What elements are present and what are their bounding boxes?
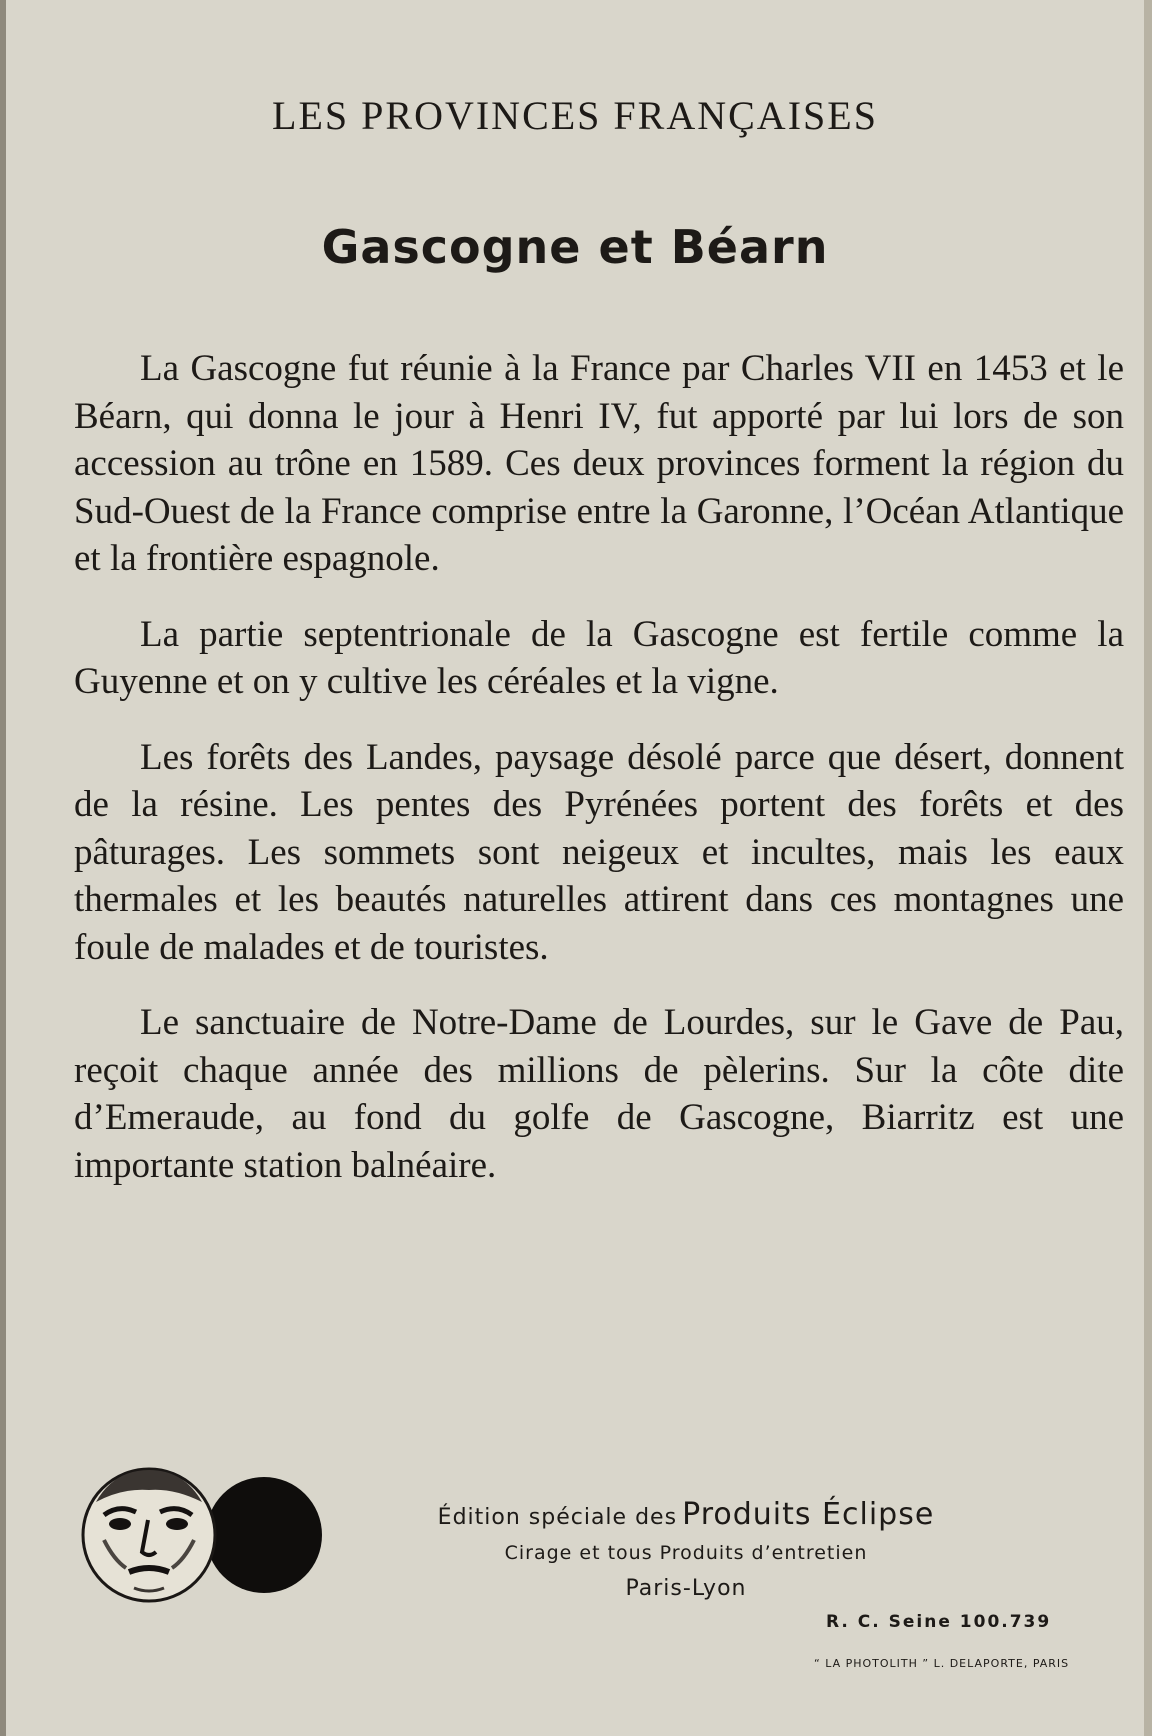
page-title: Gascogne et Béarn <box>321 220 829 274</box>
brand-tagline: Cirage et tous Produits d’entretien <box>504 1542 868 1564</box>
brand-city: Paris-Lyon <box>625 1576 747 1601</box>
paragraph-history: La Gascogne fut réunie à la France par Charles VII en 1453 et le Béarn, qui donna le jour à Henri IV, fut apporté par lui lors de son accession au trône en 1589. Ces deux provinces forment la région du Sud-Ouest de la France comprise entre la Garonne, l’Océan Atlantique et la frontière espagnole. <box>74 348 1124 579</box>
brand-name: Produits Éclipse <box>682 1497 935 1532</box>
paragraph-lourdes-biarritz: Le sanctuaire de Notre-Dame de Lourdes, sur le Gave de Pau, reçoit chaque année des millions de pèlerins. Sur la côte dite d’Emeraude, au fond du golfe de Gascogne, Biarritz est une importante station balnéaire. <box>74 1002 1124 1186</box>
paragraph-landscape: Les forêts des Landes, paysage désolé parce que désert, donnent de la résine. Les pentes des Pyrénées portent des forêts et des pâturages. Les sommets sont neigeux et incultes, mais les eaux thermales et les beautés naturelles attirent dans ces montagnes une foule de malades et de touristes. <box>74 736 1124 968</box>
eclipse-logo-icon <box>74 1460 334 1610</box>
registration-number: R. C. Seine 100.739 <box>826 1612 1052 1632</box>
series-heading: LES PROVINCES FRANÇAISES <box>272 93 878 138</box>
edition-prefix: Édition spéciale des <box>437 1505 678 1530</box>
paragraph-agriculture: La partie septentrionale de la Gascogne est fertile comme la Guyenne et on y cultive les céréales et la vigne. <box>74 613 1124 702</box>
edition-block <box>306 1497 1066 1601</box>
body-text <box>74 345 1124 1217</box>
edition-line <box>306 1497 1066 1532</box>
printer-credit: “ LA PHOTOLITH ” L. DELAPORTE, PARIS <box>814 1657 1070 1670</box>
